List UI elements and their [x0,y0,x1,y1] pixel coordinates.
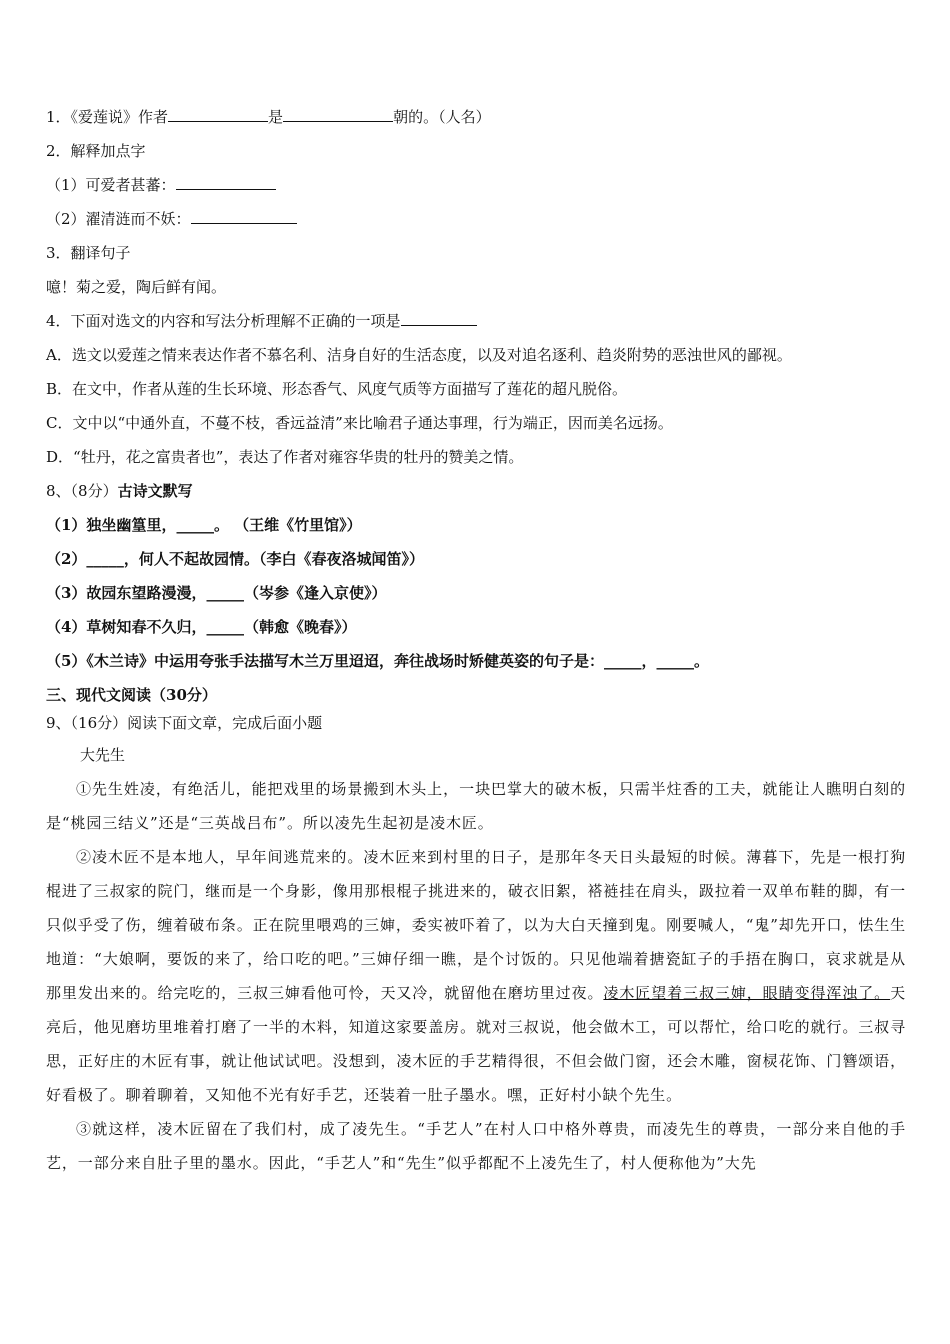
question-4-option-a[interactable]: A．选文以爱莲之情来表达作者不慕名利、洁身自好的生活态度，以及对追名逐利、趋炎附势的恶浊世风的鄙视。 [46,346,792,364]
question-4-option-b[interactable]: B．在文中，作者从莲的生长环境、形态香气、风度气质等方面描写了莲花的超凡脱俗。 [46,380,628,398]
question-4-option-d[interactable]: D．“牡丹，花之富贵者也”，表达了作者对雍容华贵的牡丹的赞美之情。 [46,448,524,466]
question-8-item-3: （3）故园东望路漫漫，_____（岑参《逢入京使》） [46,584,387,602]
answer-blank[interactable] [168,107,268,122]
question-1 [46,100,906,134]
question-1-text-a: 1．《爱莲说》作者 [46,108,169,126]
answer-blank[interactable] [401,311,477,326]
question-3-sentence: 噫！菊之爱，陶后鲜有闻。 [46,278,227,296]
question-8-header [46,474,906,508]
section-3-title: 三、现代文阅读（30分） [46,686,217,704]
question-8-item-1: （1）独坐幽篁里，_____。 （王维《竹里馆》） [46,516,362,534]
question-8-prefix: 8、（8分） [46,482,118,500]
answer-blank[interactable] [191,209,297,224]
article-paragraph-2-b: 天亮后，他见磨坊里堆着打磨了一半的木料，知道这家要盖房。就对三叔说，他会做木工，可以帮忙，给口吃的就行。三叔寻思，正好庄的木匠有事，就让他试试吧。没想到，凌木匠的手艺精得很，不但会做门窗，还会木雕，窗棂花饰、门簪颂语，好看极了。聊着聊着，又知他不光有好手艺，还装着一肚子墨水。嘿，正好村小缺个先生。 [46,984,906,1104]
question-8-item-5: （5）《木兰诗》中运用夸张手法描写木兰万里迢迢，奔往战场时矫健英姿的句子是：_____，_____。 [46,652,709,670]
article-paragraph-1: ①先生姓凌，有绝活儿，能把戏里的场景搬到木头上，一块巴掌大的破木板，只需半炷香的工夫，就能让人瞧明白刻的是“桃园三结义”还是“三英战吕布”。所以凌先生起初是凌木匠。 [46,780,906,832]
article-paragraph-3: ③就这样，凌木匠留在了我们村，成了凌先生。“手艺人”在村人口中格外尊贵，而凌先生的尊贵，一部分来自他的手艺，一部分来自肚子里的墨水。因此，“手艺人”和“先生”似乎都配不上凌先生了，村人便称他为”大先 [46,1120,906,1172]
question-2-title: 2．解释加点字 [46,142,146,160]
question-4-title-text: 4．下面对选文的内容和写法分析理解不正确的一项是 [46,312,401,330]
question-2-item-1-text: （1）可爱者甚蕃： [46,176,176,194]
answer-blank[interactable] [176,175,276,190]
answer-blank[interactable] [283,107,393,122]
underlined-sentence: 凌木匠望着三叔三婶，眼睛变得浑浊了。 [603,984,891,1002]
question-8-title: 古诗文默写 [117,482,193,500]
article-paragraph-2-a: ②凌木匠不是本地人，早年间逃荒来的。凌木匠来到村里的日子，是那年冬天日头最短的时候。薄暮下，先是一根打狗棍进了三叔家的院门，继而是一个身影，像用那根棍子挑进来的，破衣旧絮，褡裢挂在肩头，趿拉着一双单布鞋的脚，有一只似乎受了伤，缠着破布条。正在院里喂鸡的三婶，委实被吓着了，以为大白天撞到鬼。刚要喊人，“鬼”却先开口，怯生生地道：“大娘啊，要饭的来了，给口吃的吧。”三婶仔细一瞧，是个讨饭的。只见他端着搪瓷缸子的手捂在胸口，哀求就是从那里发出来的。给完吃的，三叔三婶看他可怜，天又冷，就留他在磨坊里过夜。 [46,848,906,1002]
question-3-title: 3．翻译句子 [46,244,131,262]
article-paragraph-2 [46,840,906,1112]
question-2-item-2 [46,202,906,236]
question-2-item-1 [46,168,906,202]
question-1-text-c: 朝的。（人名） [393,108,491,126]
question-8-item-2: （2）_____，何人不起故园情。（李白《春夜洛城闻笛》） [46,550,424,568]
question-9-intro: 9、（16分）阅读下面文章，完成后面小题 [46,714,323,732]
question-1-text-b: 是 [268,108,284,126]
question-2-item-2-text: （2）濯清涟而不妖： [46,210,191,228]
question-4-option-c[interactable]: C．文中以“中通外直，不蔓不枝，香远益清”来比喻君子通达事理，行为端正，因而美名远扬。 [46,414,673,432]
question-8-item-4: （4）草树知春不久归，_____（韩愈《晚春》） [46,618,357,636]
question-4-title [46,304,906,338]
exam-page [46,100,906,1180]
article-title: 大先生 [80,746,126,764]
